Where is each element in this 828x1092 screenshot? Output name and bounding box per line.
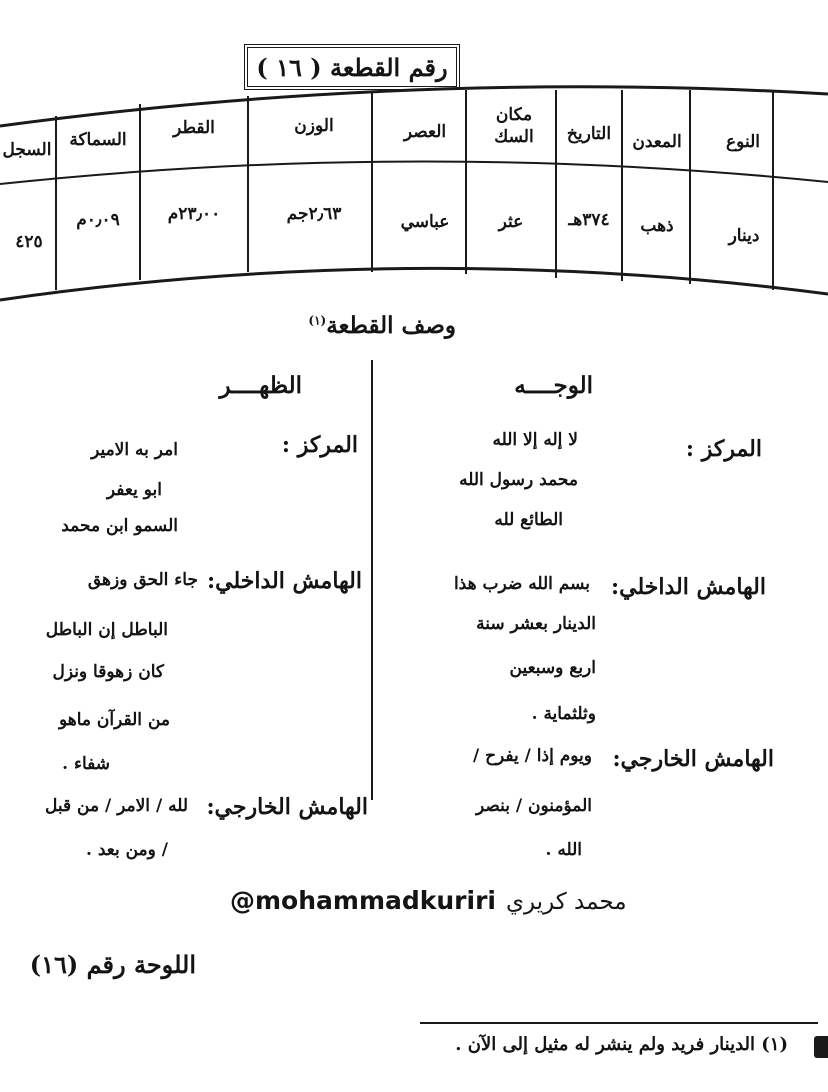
plate-caption: اللوحة رقم (١٦) — [29, 950, 196, 979]
obverse-outer-margin-line: الله . — [545, 840, 582, 860]
reverse-outer-margin-label: الهامش الخارجي: — [206, 794, 368, 820]
watermark-handle: @mohammadkuriri — [230, 886, 496, 915]
reverse-outer-margin-line: لله / الامر / من قبل — [44, 796, 188, 816]
obverse-outer-margin-line: المؤمنون / بنصر — [475, 796, 592, 816]
reverse-center-line: السمو ابن محمد — [61, 516, 178, 536]
watermark-name: محمد كريري — [505, 889, 627, 915]
reverse-inner-margin-line: جاء الحق وزهق — [87, 570, 198, 590]
reverse-heading: الظهــــر — [219, 372, 302, 399]
obverse-heading: الوجــــه — [514, 372, 593, 399]
header-weight: الوزن — [294, 116, 334, 136]
obverse-outer-margin-line: ويوم إذا / يفرح / — [472, 746, 592, 766]
value-ref: ٤٢٥ — [15, 232, 43, 252]
value-date: ٣٧٤هـ — [568, 210, 610, 230]
obverse-center-line: محمد رسول الله — [459, 470, 578, 490]
obverse-center-label: المركز : — [685, 436, 762, 462]
header-thickness: السماكة — [69, 130, 127, 150]
value-weight: ٢٫٦٣جم — [286, 204, 342, 224]
header-ref: السجل — [2, 140, 52, 160]
footnote-marker: (١) — [308, 313, 327, 328]
reverse-inner-margin-line: من القرآن ماهو — [58, 710, 170, 730]
value-thickness: ٠٫٠٩م — [76, 210, 120, 230]
page-edge-mark — [814, 1036, 828, 1058]
piece-number-label: رقم القطعة ( ١٦ ) — [256, 52, 448, 82]
reverse-inner-margin-line: كان زهوقا ونزل — [52, 662, 164, 682]
table-bottom-border — [0, 268, 828, 300]
footnote-text: (١) الدينار فريد ولم ينشر له مثيل إلى الآن . — [455, 1034, 788, 1055]
obverse-inner-margin-line: بسم الله ضرب هذا — [453, 574, 590, 594]
watermark — [230, 886, 627, 915]
reverse-center-line: ابو يعفر — [106, 480, 162, 500]
obverse-center-line: الطائع لله — [494, 510, 563, 530]
reverse-inner-margin-label: الهامش الداخلي: — [207, 568, 362, 594]
obverse-inner-margin-label: الهامش الداخلي: — [611, 574, 766, 600]
obverse-outer-margin-label: الهامش الخارجي: — [612, 746, 774, 772]
value-type: دينار — [728, 226, 760, 246]
header-diameter: القطر — [173, 118, 215, 138]
header-date: التاريخ — [566, 124, 612, 144]
value-mint: عثر — [498, 212, 524, 232]
reverse-inner-margin-line: شفاء . — [62, 754, 110, 774]
obverse-inner-margin-line: الدينار بعشر سنة — [476, 614, 596, 634]
value-diameter: ٢٣٫٠٠م — [167, 204, 221, 224]
reverse-outer-margin-line: / ومن بعد . — [86, 840, 168, 860]
header-metal: المعدن — [632, 132, 682, 152]
obverse-inner-margin-line: اربع وسبعين — [509, 658, 596, 678]
value-metal: ذهب — [640, 216, 674, 236]
reverse-inner-margin-line: الباطل إن الباطل — [45, 620, 168, 640]
header-mint: مكان السك — [494, 105, 534, 147]
table-top-border — [0, 87, 828, 126]
table-middle-border — [0, 161, 828, 184]
footnote-rule — [420, 1022, 818, 1024]
piece-number-box — [244, 44, 460, 90]
value-era: عباسي — [400, 212, 450, 232]
header-era: العصر — [403, 122, 447, 142]
column-divider — [371, 360, 373, 800]
header-type: النوع — [726, 132, 760, 152]
description-title: وصف القطعة$^{(١)}$ — [308, 312, 456, 339]
reverse-center-line: امر به الامير — [91, 440, 178, 460]
obverse-inner-margin-line: وثلثماية . — [531, 704, 596, 724]
reverse-center-label: المركز : — [281, 432, 358, 458]
obverse-center-line: لا إله إلا الله — [492, 430, 578, 450]
